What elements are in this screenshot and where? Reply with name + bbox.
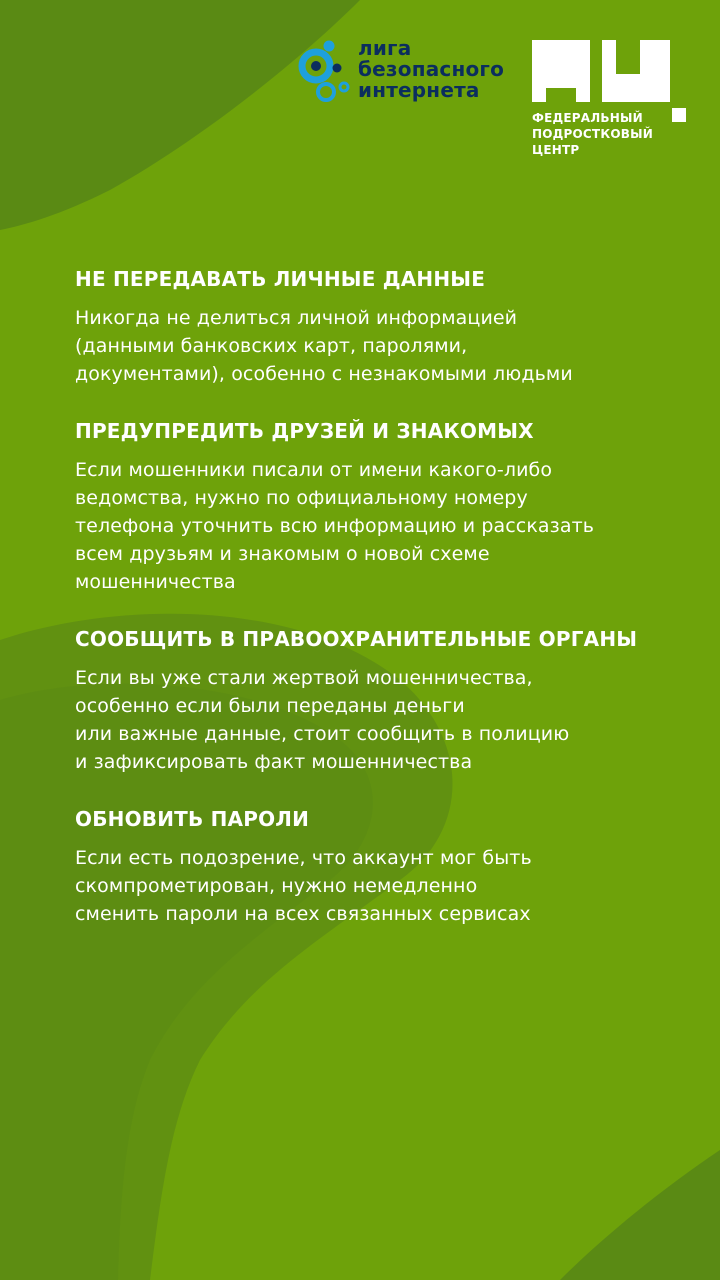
fpc-logo (532, 40, 692, 160)
liga-logo-text (358, 38, 504, 101)
bg-shape-bottom-right (560, 1150, 720, 1280)
section-body: Если вы уже стали жертвой мошенничества, особенно если были переданы деньги или важные данные, стоит сообщить в полицию и зафиксировать факт мошенничества (75, 667, 570, 773)
liga-logo-mark-icon (296, 38, 354, 106)
section-heading: ОБНОВИТЬ ПАРОЛИ (75, 807, 310, 831)
section-heading: ПРЕДУПРЕДИТЬ ДРУЗЕЙ И ЗНАКОМЫХ (75, 419, 534, 443)
bg-shape-top-left (0, 0, 360, 230)
advice-section (75, 264, 675, 388)
advice-section (75, 624, 675, 776)
section-body: Если есть подозрение, что аккаунт мог быть скомпрометирован, нужно немедленно сменить пароли на всех связанных сервисах (75, 847, 532, 925)
fpc-logo-line: ФЕДЕРАЛЬНЫЙ (532, 111, 643, 125)
liga-logo-line: безопасного (358, 57, 505, 81)
liga-logo-line: интернета (358, 78, 480, 102)
section-body: Если мошенники писали от имени какого-либо ведомства, нужно по официальному номеру телефона уточнить всю информацию и рассказать всем друзьям и знакомым о новой схеме мошенничества (75, 459, 595, 593)
advice-section (75, 804, 675, 928)
liga-logo-line: лига (358, 36, 412, 60)
advice-list (75, 264, 675, 956)
fpc-logo-line: ЦЕНТР (532, 143, 580, 157)
advice-section (75, 416, 675, 596)
section-body: Никогда не делиться личной информацией (данными банковских карт, паролями, документами), особенно с незнакомыми людьми (75, 307, 573, 385)
section-heading: СООБЩИТЬ В ПРАВООХРАНИТЕЛЬНЫЕ ОРГАНЫ (75, 627, 638, 651)
section-heading: НЕ ПЕРЕДАВАТЬ ЛИЧНЫЕ ДАННЫЕ (75, 267, 486, 291)
fpc-logo-text (532, 110, 653, 158)
liga-logo (296, 38, 506, 108)
fpc-logo-line: ПОДРОСТКОВЫЙ (532, 127, 653, 141)
